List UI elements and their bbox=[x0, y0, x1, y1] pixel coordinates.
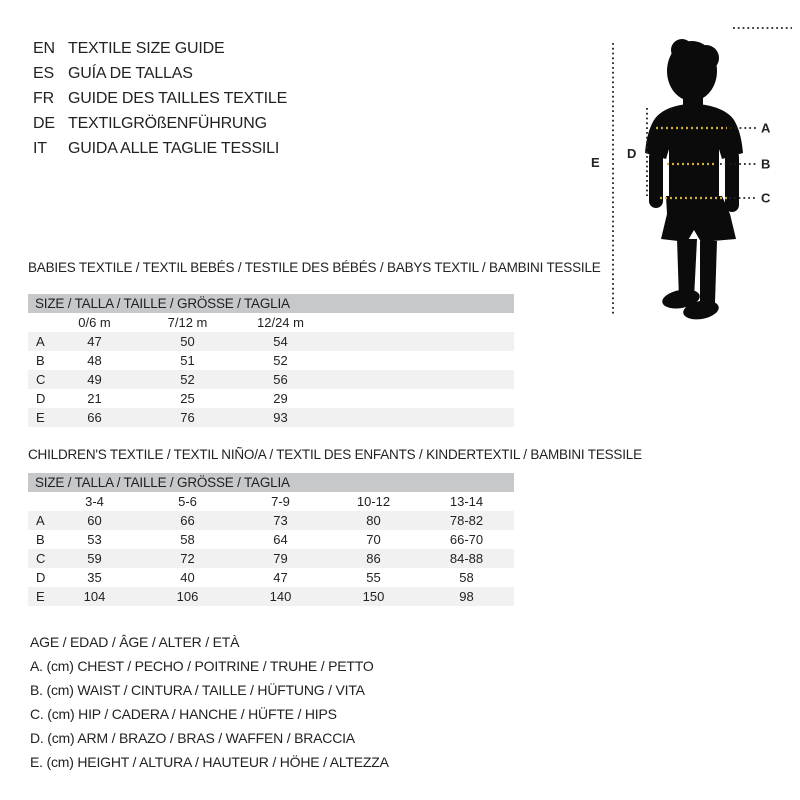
child-silhouette-icon bbox=[645, 39, 743, 322]
language-code: ES bbox=[33, 65, 54, 82]
table-cell: 58 bbox=[459, 570, 474, 585]
table-cell: 51 bbox=[180, 353, 195, 368]
column-header: 13-14 bbox=[449, 494, 484, 509]
table-row bbox=[28, 370, 514, 389]
table-row bbox=[28, 351, 514, 370]
table-cell: 54 bbox=[273, 334, 288, 349]
language-code: EN bbox=[33, 40, 55, 57]
row-label: B bbox=[36, 532, 45, 547]
table-column-header-row bbox=[28, 313, 514, 332]
measurement-legend-item: E. (cm) HEIGHT / ALTURA / HAUTEUR / HÖHE / ALTEZZA bbox=[30, 754, 389, 770]
babies-size-header-bar: SIZE / TALLA / TAILLE / GRÖSSE / TAGLIA bbox=[28, 294, 514, 313]
table-row bbox=[28, 408, 514, 427]
table-cell: 53 bbox=[87, 532, 102, 547]
table-cell: 72 bbox=[180, 551, 195, 566]
figure-label-e: E bbox=[591, 155, 600, 170]
table-cell: 60 bbox=[87, 513, 102, 528]
figure-label-d: D bbox=[627, 146, 637, 161]
table-cell: 93 bbox=[273, 410, 288, 425]
language-row bbox=[33, 136, 287, 161]
measurement-legend bbox=[30, 630, 389, 774]
language-code: DE bbox=[33, 115, 55, 132]
table-cell: 59 bbox=[87, 551, 102, 566]
table-cell: 78-82 bbox=[449, 513, 484, 528]
table-cell: 66 bbox=[180, 513, 195, 528]
table-cell: 79 bbox=[273, 551, 288, 566]
row-label: D bbox=[36, 570, 46, 585]
table-cell: 49 bbox=[87, 372, 102, 387]
table-cell: 35 bbox=[87, 570, 102, 585]
table-cell: 40 bbox=[180, 570, 195, 585]
table-cell: 86 bbox=[366, 551, 381, 566]
table-cell: 84-88 bbox=[449, 551, 484, 566]
table-row bbox=[28, 530, 514, 549]
column-header: 12/24 m bbox=[257, 315, 304, 330]
table-cell: 106 bbox=[176, 589, 199, 604]
row-label: C bbox=[36, 551, 46, 566]
figure-label-b: B bbox=[761, 156, 771, 172]
column-header: 0/6 m bbox=[78, 315, 111, 330]
table-cell: 25 bbox=[180, 391, 195, 406]
figure-label-c: C bbox=[761, 190, 771, 206]
row-label: C bbox=[36, 372, 46, 387]
table-row bbox=[28, 587, 514, 606]
table-cell: 47 bbox=[273, 570, 288, 585]
babies-size-table bbox=[28, 313, 514, 427]
measurement-legend-item: A. (cm) CHEST / PECHO / POITRINE / TRUHE / PETTO bbox=[30, 658, 374, 674]
children-section-title: CHILDREN'S TEXTILE / TEXTIL NIÑO/A / TEXTIL DES ENFANTS / KINDERTEXTIL / BAMBINI TESSILE bbox=[28, 447, 642, 462]
language-row bbox=[33, 111, 287, 136]
table-cell: 52 bbox=[273, 353, 288, 368]
table-cell: 21 bbox=[87, 391, 102, 406]
language-code: FR bbox=[33, 90, 54, 107]
table-cell: 47 bbox=[87, 334, 102, 349]
table-cell: 66 bbox=[87, 410, 102, 425]
row-label: B bbox=[36, 353, 45, 368]
row-label: D bbox=[36, 391, 46, 406]
table-cell: 76 bbox=[180, 410, 195, 425]
column-header: 5-6 bbox=[178, 494, 197, 509]
table-cell: 80 bbox=[366, 513, 381, 528]
table-cell: 150 bbox=[362, 589, 385, 604]
table-cell: 50 bbox=[180, 334, 195, 349]
table-cell: 70 bbox=[366, 532, 381, 547]
table-cell: 29 bbox=[273, 391, 288, 406]
measurement-legend-item: B. (cm) WAIST / CINTURA / TAILLE / HÜFTUNG / VITA bbox=[30, 682, 365, 698]
babies-section-title: BABIES TEXTILE / TEXTIL BEBÉS / TESTILE DES BÉBÉS / BABYS TEXTIL / BAMBINI TESSILE bbox=[28, 260, 601, 275]
language-list bbox=[33, 36, 287, 161]
row-label: E bbox=[36, 589, 45, 604]
language-title: TEXTILGRÖßENFÜHRUNG bbox=[68, 115, 267, 132]
column-header: 7/12 m bbox=[167, 315, 208, 330]
children-size-header-bar: SIZE / TALLA / TAILLE / GRÖSSE / TAGLIA bbox=[28, 473, 514, 492]
table-cell: 73 bbox=[273, 513, 288, 528]
measurement-figure bbox=[560, 20, 800, 330]
language-title: GUIDE DES TAILLES TEXTILE bbox=[68, 90, 288, 107]
language-title: GUIDA ALLE TAGLIE TESSILI bbox=[68, 140, 280, 157]
table-row bbox=[28, 511, 514, 530]
table-row bbox=[28, 549, 514, 568]
measurement-legend-item: C. (cm) HIP / CADERA / HANCHE / HÜFTE / HIPS bbox=[30, 706, 337, 722]
row-label: A bbox=[36, 513, 45, 528]
language-code: IT bbox=[33, 140, 47, 157]
language-row bbox=[33, 61, 287, 86]
table-cell: 56 bbox=[273, 372, 288, 387]
language-title: TEXTILE SIZE GUIDE bbox=[68, 40, 225, 57]
table-cell: 64 bbox=[273, 532, 288, 547]
table-row bbox=[28, 332, 514, 351]
table-cell: 140 bbox=[269, 589, 292, 604]
children-size-table bbox=[28, 492, 514, 606]
column-header: 7-9 bbox=[271, 494, 290, 509]
column-header: 10-12 bbox=[356, 494, 391, 509]
figure-label-a: A bbox=[761, 120, 771, 136]
column-header: 3-4 bbox=[85, 494, 104, 509]
table-row bbox=[28, 568, 514, 587]
table-cell: 55 bbox=[366, 570, 381, 585]
measurement-legend-item: D. (cm) ARM / BRAZO / BRAS / WAFFEN / BRACCIA bbox=[30, 730, 355, 746]
table-cell: 66-70 bbox=[449, 532, 484, 547]
table-cell: 48 bbox=[87, 353, 102, 368]
age-legend-line: AGE / EDAD / ÂGE / ALTER / ETÀ bbox=[30, 634, 240, 650]
table-row bbox=[28, 389, 514, 408]
language-row bbox=[33, 86, 287, 111]
table-column-header-row bbox=[28, 492, 514, 511]
row-label: A bbox=[36, 334, 45, 349]
table-cell: 98 bbox=[459, 589, 474, 604]
language-row bbox=[33, 36, 287, 61]
table-cell: 104 bbox=[83, 589, 106, 604]
language-title: GUÍA DE TALLAS bbox=[68, 65, 193, 82]
row-label: E bbox=[36, 410, 45, 425]
table-cell: 52 bbox=[180, 372, 195, 387]
table-cell: 58 bbox=[180, 532, 195, 547]
